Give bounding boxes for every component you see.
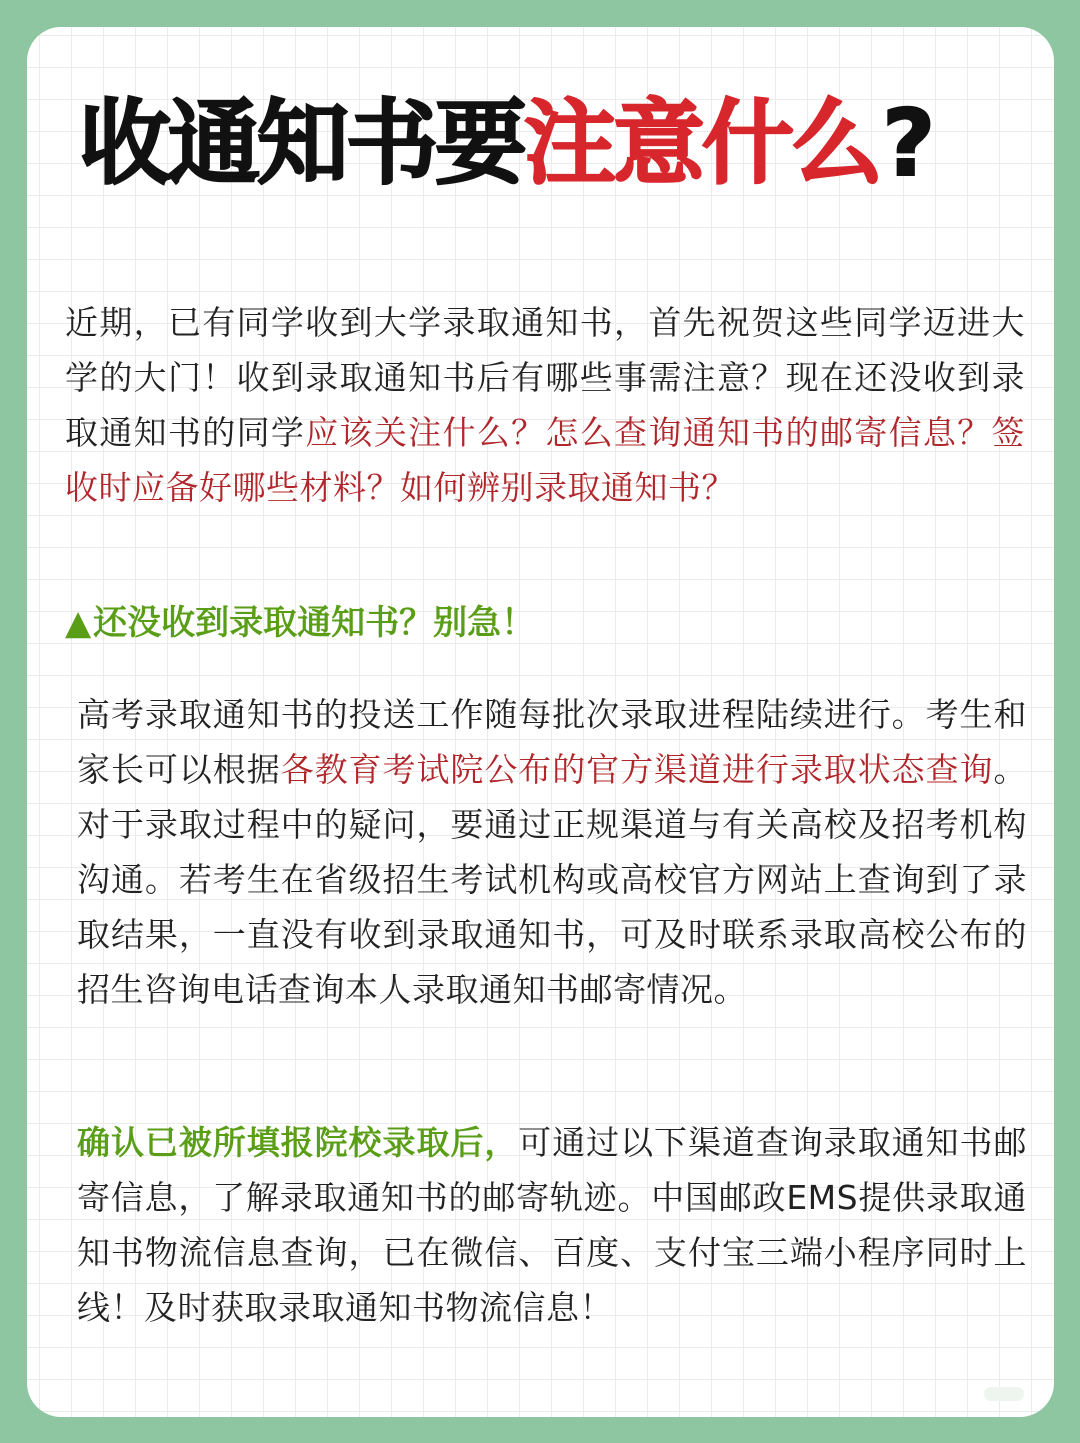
section-heading xyxy=(65,597,535,649)
page-title xyxy=(79,89,932,199)
title-question-mark: ? xyxy=(882,90,933,197)
triangle-icon: ▲ xyxy=(65,603,92,643)
title-red: 注意什么 xyxy=(524,90,881,197)
content-card xyxy=(27,27,1054,1417)
watermark xyxy=(984,1387,1024,1401)
section-heading-text: 还没收到录取通知书？别急！ xyxy=(93,603,536,643)
section2-highlight: 确认已被所填报院校录取后， xyxy=(77,1123,519,1162)
section1-text-1: 高考录取通知书的投送工作随每批次录取进程陆续进行。考生和家长可以根据 xyxy=(77,695,1027,789)
section2-paragraph xyxy=(77,1115,1027,1335)
intro-paragraph xyxy=(65,295,1025,515)
section1-highlight: 各教育考试院公布的官方渠道进行录取状态查询 xyxy=(280,750,994,789)
section2-text: 可通过以下渠道查询录取通知书邮寄信息，了解录取通知书的邮寄轨迹。中国邮政EMS提供录取通知书物流信息查询，已在微信、百度、支付宝三端小程序同时上线！及时获取录取通知书物流信息！ xyxy=(77,1123,1028,1327)
intro-text: 近期，已有同学收到大学录取通知书，首先祝贺这些同学迈进大学的大门！收到录取通知书后有哪些事需注意？现在还没收到录取通知书的同学 xyxy=(65,303,1025,452)
section1-paragraph xyxy=(77,687,1027,1017)
title-black: 收通知书要 xyxy=(79,90,525,197)
section1-text-2: 。对于录取过程中的疑问，要通过正规渠道与有关高校及招考机构沟通。若考生在省级招生考试机构或高校官方网站上查询到了录取结果，一直没有收到录取通知书，可及时联系录取高校公布的招生咨询电话查询本人录取通知书邮寄情况。 xyxy=(77,750,1028,1009)
intro-highlight: 应该关注什么？怎么查询通知书的邮寄信息？签收时应备好哪些材料？如何辨别录取通知书？ xyxy=(65,413,1026,507)
